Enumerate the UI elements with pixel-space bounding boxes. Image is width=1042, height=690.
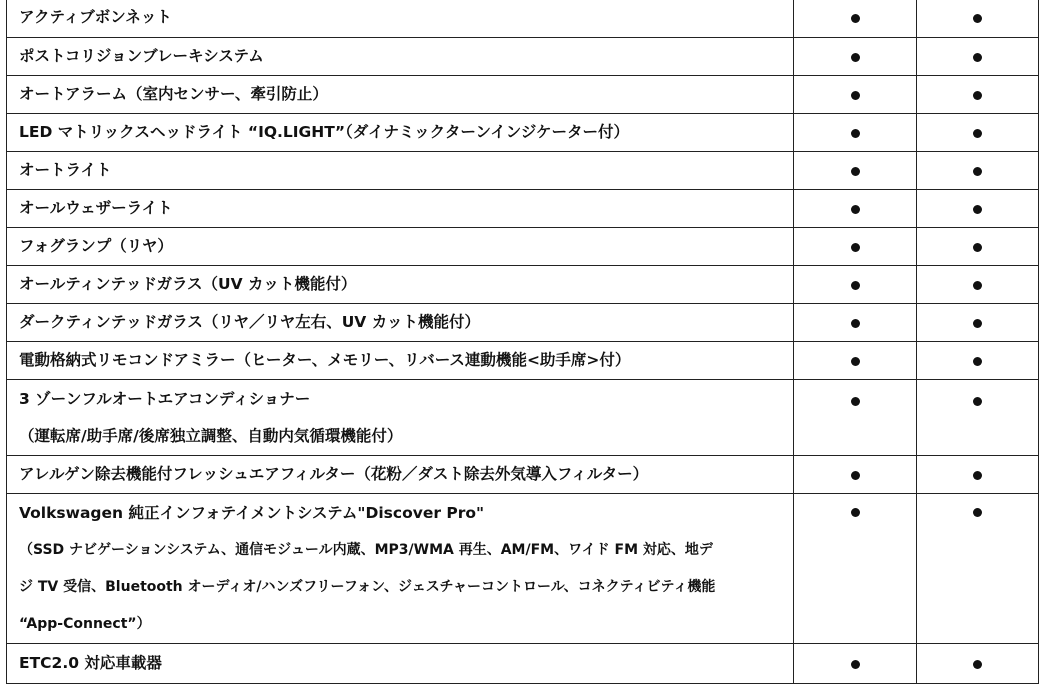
table-row	[7, 0, 1039, 38]
grade-b-cell	[917, 644, 1039, 684]
standard-dot-icon	[973, 319, 982, 328]
standard-dot-icon	[851, 91, 860, 100]
grade-a-cell	[794, 456, 917, 494]
standard-dot-icon	[973, 53, 982, 62]
feature-cell	[7, 494, 794, 644]
grade-b-cell	[917, 76, 1039, 114]
grade-a-cell	[794, 0, 917, 38]
standard-dot-icon	[851, 508, 860, 517]
standard-dot-icon	[973, 508, 982, 517]
feature-cell	[7, 190, 794, 228]
equipment-table	[6, 0, 1039, 684]
grade-b-cell	[917, 228, 1039, 266]
grade-a-cell	[794, 266, 917, 304]
standard-dot-icon	[973, 397, 982, 406]
table-row	[7, 456, 1039, 494]
grade-a-cell	[794, 644, 917, 684]
feature-label: アレルゲン除去機能付フレッシュエアフィルター（花粉／ダスト除去外気導入フィルター）	[19, 465, 649, 483]
standard-dot-icon	[973, 660, 982, 669]
grade-b-cell	[917, 380, 1039, 456]
standard-dot-icon	[973, 205, 982, 214]
standard-dot-icon	[973, 471, 982, 480]
feature-cell	[7, 266, 794, 304]
table-row	[7, 304, 1039, 342]
standard-dot-icon	[851, 53, 860, 62]
feature-label: フォグランプ（リヤ）	[19, 237, 173, 255]
standard-dot-icon	[851, 319, 860, 328]
grade-a-cell	[794, 494, 917, 644]
grade-a-cell	[794, 38, 917, 76]
feature-label: アクティブボンネット	[19, 8, 172, 26]
feature-detail: （運転席/助手席/後席独立調整、自動内気循環機能付）	[19, 426, 403, 445]
standard-dot-icon	[851, 357, 860, 366]
feature-detail: “App-Connect”）	[19, 615, 151, 632]
standard-dot-icon	[851, 243, 860, 252]
grade-a-cell	[794, 228, 917, 266]
feature-label: ポストコリジョンブレーキシステム	[19, 47, 264, 65]
standard-dot-icon	[973, 14, 982, 23]
table-row	[7, 644, 1039, 684]
standard-dot-icon	[851, 471, 860, 480]
standard-dot-icon	[851, 281, 860, 290]
standard-dot-icon	[973, 243, 982, 252]
standard-dot-icon	[851, 129, 860, 138]
equipment-table-body	[7, 0, 1039, 684]
feature-cell	[7, 304, 794, 342]
standard-dot-icon	[973, 281, 982, 290]
table-row	[7, 266, 1039, 304]
feature-label: 電動格納式リモコンドアミラー（ヒーター、メモリー、リバース連動機能<助手席>付）	[19, 351, 631, 369]
feature-detail: ジ TV 受信、Bluetooth オーディオ/ハンズフリーフォン、ジェスチャーコントロール、コネクティビティ機能	[19, 578, 716, 595]
feature-cell	[7, 342, 794, 380]
feature-cell	[7, 456, 794, 494]
feature-cell	[7, 114, 794, 152]
grade-a-cell	[794, 114, 917, 152]
table-row	[7, 152, 1039, 190]
grade-b-cell	[917, 152, 1039, 190]
feature-cell	[7, 152, 794, 190]
grade-b-cell	[917, 494, 1039, 644]
table-row	[7, 190, 1039, 228]
standard-dot-icon	[851, 397, 860, 406]
grade-a-cell	[794, 342, 917, 380]
feature-detail: （SSD ナビゲーションシステム、通信モジュール内蔵、MP3/WMA 再生、AM/FM、ワイド FM 対応、地デ	[19, 541, 713, 558]
standard-dot-icon	[973, 129, 982, 138]
feature-label: オールティンテッドガラス（UV カット機能付）	[19, 275, 357, 293]
feature-label: ダークティンテッドガラス（リヤ／リヤ左右、UV カット機能付）	[19, 313, 481, 331]
standard-dot-icon	[851, 660, 860, 669]
grade-b-cell	[917, 342, 1039, 380]
grade-b-cell	[917, 0, 1039, 38]
standard-dot-icon	[851, 14, 860, 23]
grade-b-cell	[917, 304, 1039, 342]
feature-cell	[7, 644, 794, 684]
feature-cell	[7, 38, 794, 76]
feature-label: ETC2.0 対応車載器	[19, 654, 162, 672]
standard-dot-icon	[851, 205, 860, 214]
standard-dot-icon	[851, 167, 860, 176]
feature-label: LED マトリックスヘッドライト “IQ.LIGHT”（ダイナミックターンインジケーター付）	[19, 123, 630, 141]
table-row	[7, 76, 1039, 114]
grade-a-cell	[794, 380, 917, 456]
table-row	[7, 114, 1039, 152]
feature-label: Volkswagen 純正インフォテイメントシステム"Discover Pro"	[19, 503, 485, 522]
feature-label: オールウェザーライト	[19, 199, 173, 217]
table-row	[7, 342, 1039, 380]
standard-dot-icon	[973, 167, 982, 176]
standard-dot-icon	[973, 357, 982, 366]
grade-a-cell	[794, 304, 917, 342]
table-row	[7, 38, 1039, 76]
grade-a-cell	[794, 190, 917, 228]
feature-label: オートアラーム（室内センサー、牽引防止）	[19, 85, 328, 103]
grade-b-cell	[917, 456, 1039, 494]
grade-a-cell	[794, 76, 917, 114]
feature-cell	[7, 0, 794, 38]
grade-b-cell	[917, 38, 1039, 76]
feature-cell	[7, 76, 794, 114]
table-row	[7, 494, 1039, 644]
grade-b-cell	[917, 114, 1039, 152]
grade-b-cell	[917, 190, 1039, 228]
feature-cell	[7, 228, 794, 266]
feature-label: オートライト	[19, 161, 112, 179]
grade-b-cell	[917, 266, 1039, 304]
grade-a-cell	[794, 152, 917, 190]
table-row	[7, 380, 1039, 456]
standard-dot-icon	[973, 91, 982, 100]
feature-label: 3 ゾーンフルオートエアコンディショナー	[19, 389, 311, 408]
feature-cell	[7, 380, 794, 456]
table-row	[7, 228, 1039, 266]
